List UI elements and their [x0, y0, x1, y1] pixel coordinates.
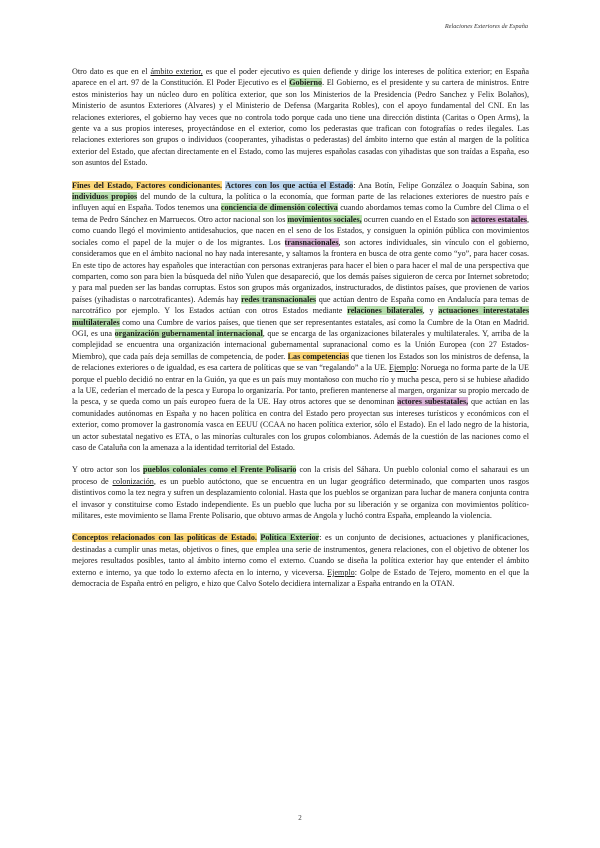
text: que tienen los Estados son los ministros de defensa, la de relaciones exteriores o de igualdad, es esa cartera de políticas que se van “regalando” a la UE. — [72, 351, 530, 373]
highlight-politica-exterior: Política Exterior — [260, 533, 320, 543]
text: , como cuando llegó el movimiento antidesahucios, que nacen en el seno de los Estados, y consiguen la opinión pública con movimientos sociales como el papel de la mujer o de los migrantes. Los — [72, 214, 529, 247]
text: cuando abordamos temas como la Cumbre del Clima o el tema de Pedro Sánchez en Marruecos. Otro actor nacional son los — [72, 203, 529, 224]
running-header: Relaciones Exteriores de España — [444, 23, 528, 30]
underlined-ejemplo: Ejemplo — [327, 567, 355, 577]
highlight-organizacion-gubernamental: organización gubernamental internacional — [114, 328, 263, 338]
paragraph-colonial-peoples — [72, 464, 529, 521]
paragraph-executive-power — [72, 66, 529, 169]
underlined-term: ámbito exterior, — [150, 67, 203, 76]
text: con la crisis del Sáhara. Un pueblo colonial como el saharaui es un proceso de — [72, 465, 529, 486]
highlight-actuaciones-multilaterales: actuaciones interestatales multilaterales — [72, 306, 529, 327]
highlight-conceptos-relacionados: Conceptos relacionados con las políticas de Estado. — [72, 533, 257, 543]
text: . El Gobierno, es el presidente y su cartera de ministros. Entre estos ministerios hay un núcleo duro en política exterior, que son los Ministerios de la Presidencia (Pedro Sanchez y Felix Bolaños), Ministerio de asuntos Exteriores (Alvares) y el Ministerio de Defensa (Margarita Robles), con el apoyo fundamental del CNI. En las relaciones exteriores, el gobierno hay veces que no controla todo porque cada uno tiene una dirección distinta (Caritas o Open Arms), la gente va a sus propios intereses, proyectándose en el exterior, como los pederastas que trafican con fotografías o redes ilegales. Las relaciones exteriores son grupos o individuos (cooperantes, yihadistas o pederastas) del ámbito interno que están al margen de la política exterior del Estado, que afectan directamente en el Estado, como las mujeres españolas casadas con yihadistas que son traídas a España, eso son asuntos del Estado. — [72, 78, 529, 168]
text: , son actores individuales, sin vínculo con el gobierno, consideramos que en el ámbito nacional no hay nada interesante, y saltamos la frontera en busca de otra gente como “yo”, para hacer cosas. En este tipo de actores hay españoles que interactúan con personas extranjeras para hacer el bien o para hacer el mal de una perspectiva que comparten, como son para bien la búsqueda del niño Yulen que desapareció, que los demás países siguieron de cerca por Internet sobretodo; y para mal pueden ser las bandas corruptas. Estos son grupos más organizados, instructurados, de distintos países, que provienen de varios países (yihadistas o narcotraficantes). Además hay — [72, 237, 529, 304]
highlight-las-competencias: Las competencias — [287, 351, 349, 361]
highlight-conciencia-colectiva: conciencia de dimensión colectiva — [220, 203, 338, 213]
text: : Noruega no forma parte de la UE porque el pueblo decidió no entrar en la Guión, ya que es un país muy montañoso con mucho río y mucha pesca, pero si se hubiese añadido a la UE, cederían el mercado de la pesca y Europa lo organizaría. Por tanto, prefieren mantenerse al margen, organizar su propio mercado de la pesca, y se queda como un país europeo fuera de la UE. Hay otros actores que se denominan — [72, 363, 529, 407]
text: : es un conjunto de decisiones, actuaciones y planificaciones, destinadas a cumplir unas metas, objetivos o fines, que emplea una serie de instrumentos, genera relaciones, con el objetivo de obtener los mejores resultados posibles, tanto al ámbito interno como el externo. Cuando se diseña la política exterior hay que entender el ámbito externo e interno, ya que todo lo externo afecta en lo interno, y viceversa. — [72, 533, 529, 577]
highlight-movimientos-sociales: movimientos sociales, — [287, 214, 362, 224]
text: que actúan en las comunidades autónomas en España y no hacen política en contra del Estado pero proyectan sus intereses turísticos y económicos con el exterior, como promover la gastronomía vasca en EEUU (CCAA no hacen política exterior, sólo el Estado). En el lado negro de la historia, un actor subestatal negativo es ETA, o las minorías culturales con los grupos colombianos. Además de la cuestión de las naciones como el caso de Cataluña con la amenaza a la identidad territorial del Estado. — [72, 397, 529, 452]
paragraph-actors — [72, 180, 529, 454]
paragraph-foreign-policy — [72, 532, 529, 589]
text: , que se encarga de las organizaciones bilaterales y multilaterales. Y, arriba de la complejidad se encuentra una organización internacional gubernamental supranacional como es la Unión Europea (con 27 Estados-Miembro), que cada país deja semillas de competencia, de poder. — [72, 328, 529, 361]
text: Y otro actor son los — [72, 465, 143, 475]
text: , es un pueblo autóctono, que se encuentra en un lugar geográfico determinado, que comparten unos rasgos distintivos como la tez negra y sufren un desplazamiento colonial. Hasta que los pueblos se organizan para luchar de manera conjunta contra el invasor y constituirse como Estado independiente. Es un pueblo que lucha por su liberación y se organiza con movimientos político-militares, este movimiento se llama Frente Polisario, que obtuvo armas de Angola y luchó contra España, empleando la violencia. — [72, 476, 530, 521]
page-number: 2 — [298, 814, 302, 822]
text: como una Cumbre de varios países, que tienen que ser representantes estatales, así como la Cumbre de la Otan en Madrid. OGI, es una — [72, 317, 529, 338]
highlight-actores: Actores con los que actúa el Estado — [225, 180, 354, 190]
highlight-actores-subestatales: actores subestatales, — [397, 397, 469, 407]
underlined-ejemplo: Ejemplo — [389, 363, 417, 373]
text: : Golpe de Estado de Tejero, momento en el que la democracia de España entró en peligro, e hizo que Calvo Sotelo decidiera internalizar a España entrando en la OTAN. — [72, 567, 529, 589]
text: ocurren cuando en el Estado son — [361, 214, 472, 224]
highlight-individuos-propios: individuos propios — [72, 192, 138, 202]
page-body — [72, 66, 529, 600]
highlight-redes-transnacionales: redes transnacionales — [241, 294, 317, 304]
text: , y — [422, 306, 439, 316]
text: Otro dato es que en el — [72, 67, 151, 76]
text: que actúan dentro de España como en Andalucía para temas de narcotráfico por ejemplo. Y los Estados actúan con otros Estados mediante — [72, 294, 529, 316]
text: es que el poder ejecutivo es quien defiende y dirige los intereses de política exterior; en España aparece en el art. 97 de la Constitución. El Poder Ejecutivo es el — [72, 67, 530, 88]
text: : Ana Botín, Felipe González o Joaquín Sabina, son — [353, 180, 529, 190]
underlined-colonizacion: colonización — [112, 476, 154, 486]
highlight-pueblos-coloniales: pueblos coloniales como el Frente Polisario — [143, 465, 297, 475]
highlight-actores-estatales: actores estatales — [471, 214, 527, 224]
highlight-relaciones-bilaterales: relaciones bilaterales — [347, 306, 423, 316]
highlight-fines-del-estado: Fines del Estado, Factores condicionantes. — [72, 180, 223, 190]
highlight-transnacionales: transnacionales — [284, 237, 339, 247]
text: del mundo de la cultura, la política o la economía, que forman parte de las relaciones exteriores de nuestro país e influyen aquí en España. Todos tenemos una — [72, 192, 529, 213]
highlight-gobierno: Gobierno — [289, 78, 323, 88]
